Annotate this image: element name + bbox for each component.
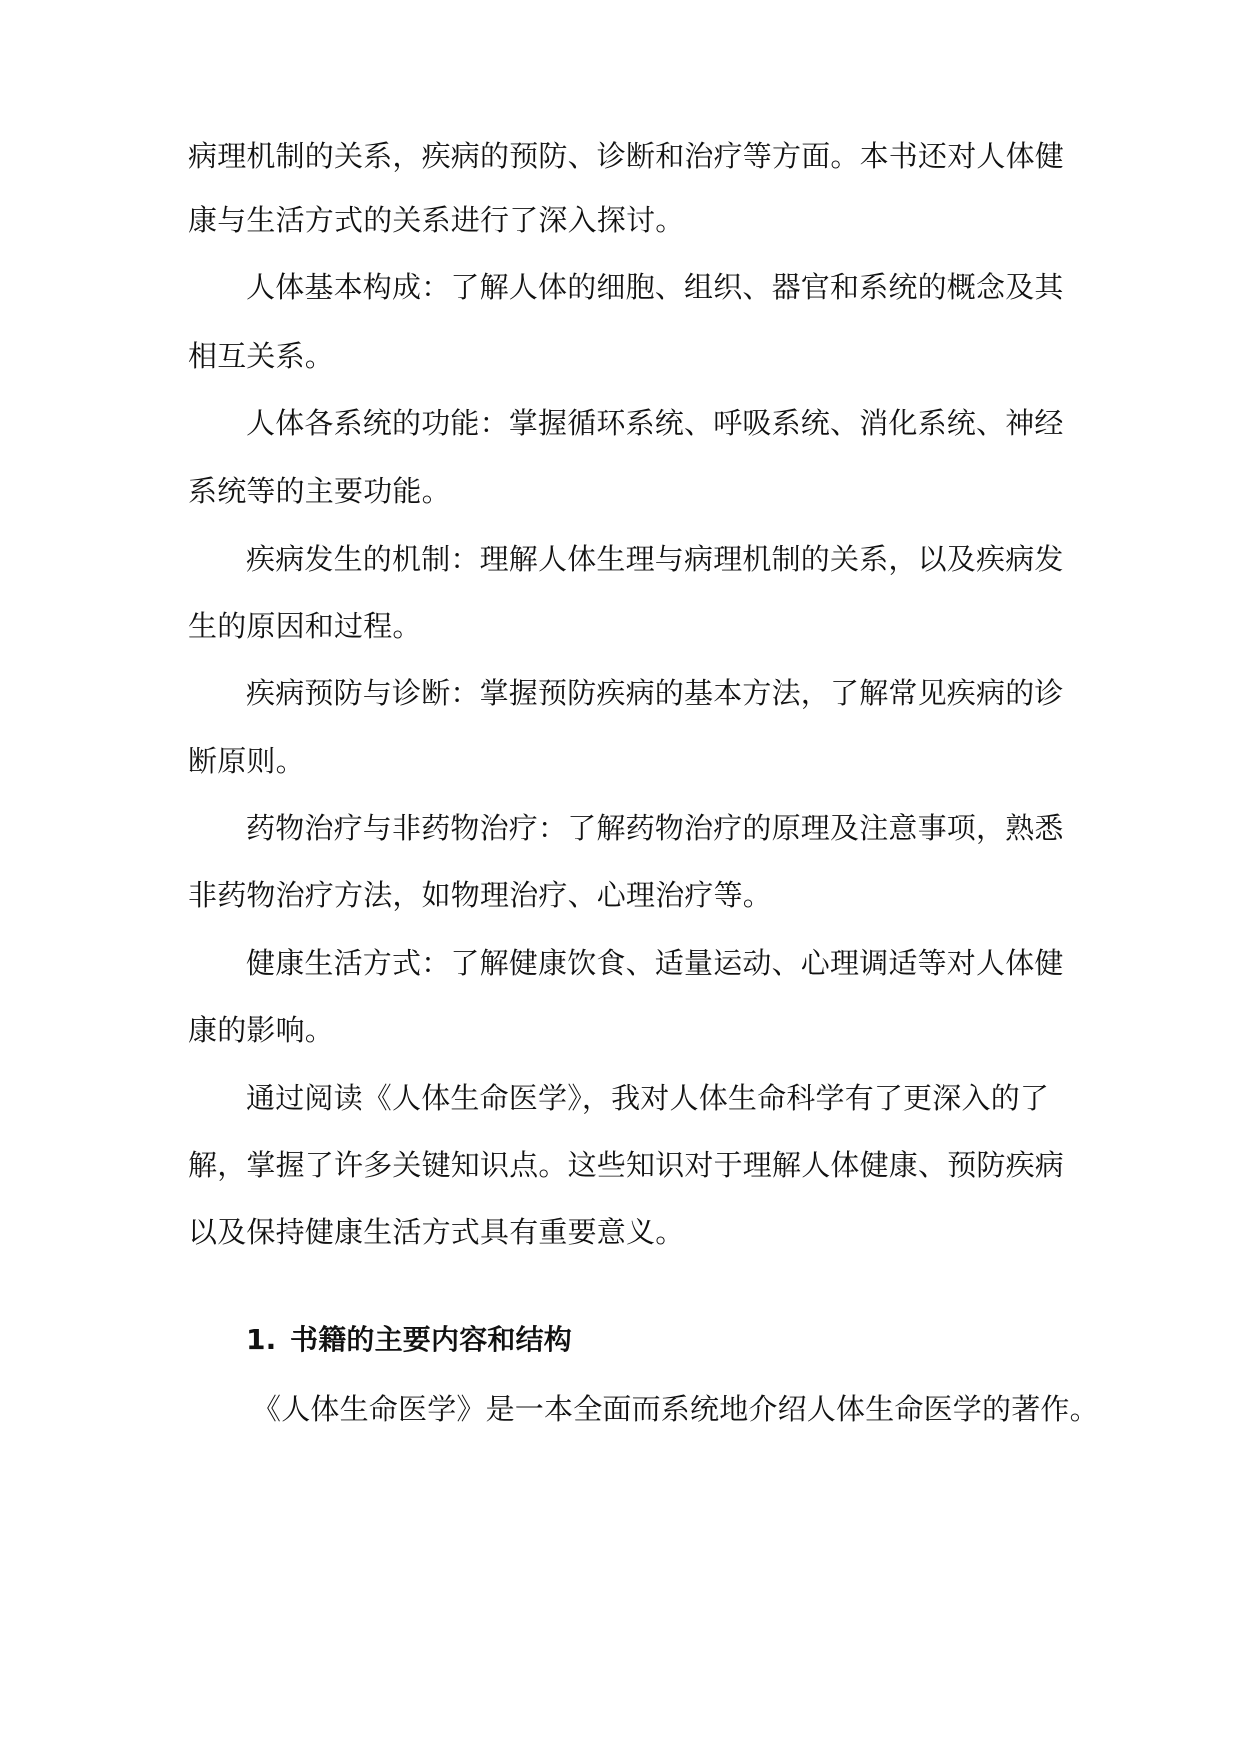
section-title: 书籍的主要内容和结构 (290, 1323, 573, 1356)
p5-line2: 断原则。 (188, 744, 305, 778)
p4-line1: 疾病发生的机制：理解人体生理与病理机制的关系，以及疾病发 (246, 542, 1064, 576)
p3-line1: 人体各系统的功能：掌握循环系统、呼吸系统、消化系统、神经 (246, 406, 1064, 440)
p1-line1: 病理机制的关系，疾病的预防、诊断和治疗等方面。本书还对人体健 (188, 139, 1065, 173)
p2-line1: 人体基本构成：了解人体的细胞、组织、器官和系统的概念及其 (246, 270, 1064, 304)
p2-line2: 相互关系。 (188, 339, 335, 373)
p6-line1: 药物治疗与非药物治疗：了解药物治疗的原理及注意事项，熟悉 (246, 811, 1064, 845)
section-heading (246, 1320, 572, 1360)
closing-line1: 《人体生命医学》是一本全面而系统地介绍人体生命医学的著作。 (252, 1392, 1099, 1426)
p6-line2: 非药物治疗方法，如物理治疗、心理治疗等。 (188, 878, 773, 912)
section-number: 1. (246, 1323, 277, 1356)
p8-line3: 以及保持健康生活方式具有重要意义。 (188, 1215, 685, 1249)
p5-line1: 疾病预防与诊断：掌握预防疾病的基本方法，了解常见疾病的诊 (246, 676, 1064, 710)
p8-line2: 解，掌握了许多关键知识点。这些知识对于理解人体健康、预防疾病 (188, 1148, 1065, 1182)
p4-line2: 生的原因和过程。 (188, 609, 422, 643)
p1-line2: 康与生活方式的关系进行了深入探讨。 (188, 203, 685, 237)
p7-line2: 康的影响。 (188, 1013, 335, 1047)
p8-line1: 通过阅读《人体生命医学》，我对人体生命科学有了更深入的了 (246, 1081, 1050, 1115)
p7-line1: 健康生活方式：了解健康饮食、适量运动、心理调适等对人体健 (246, 946, 1064, 980)
p3-line2: 系统等的主要功能。 (188, 474, 451, 508)
